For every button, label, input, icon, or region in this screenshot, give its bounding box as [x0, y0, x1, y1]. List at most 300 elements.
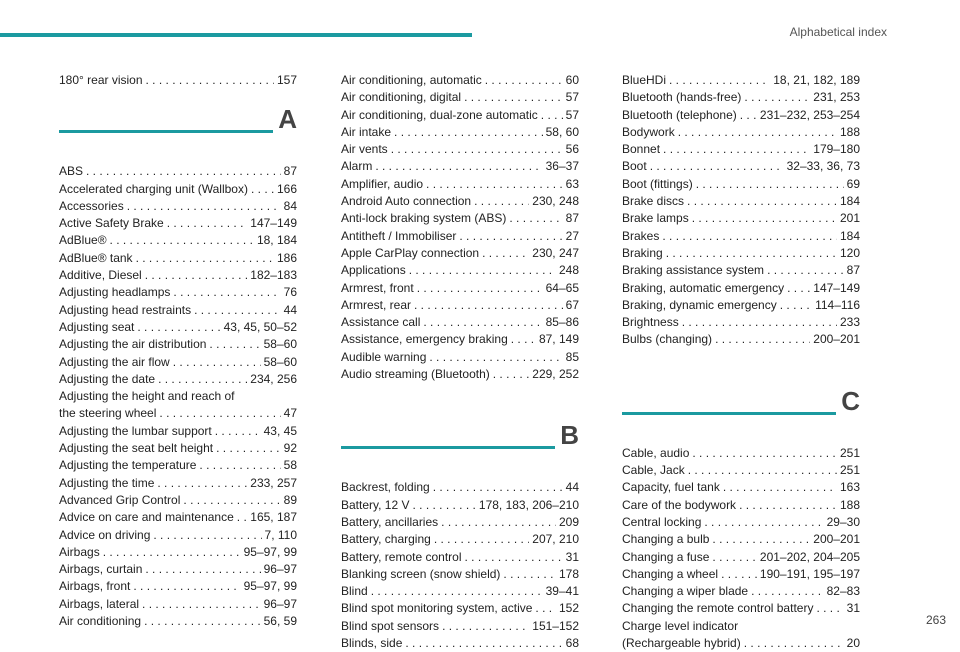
index-entry: [622, 497, 860, 514]
index-page-ref: 85–86: [545, 315, 579, 330]
dot-leader: [216, 440, 281, 457]
section-header-c: [622, 385, 860, 441]
index-entry: [59, 509, 297, 526]
index-term: Cable, Jack: [622, 463, 685, 478]
index-page-ref: 20: [846, 636, 860, 651]
index-term: Braking, automatic emergency: [622, 280, 785, 295]
index-term: Bluetooth (telephone): [622, 107, 737, 122]
dot-leader: [145, 561, 260, 578]
dot-leader: [503, 566, 556, 583]
index-page-ref: 248: [558, 263, 579, 278]
index-term: Armrest, rear: [341, 297, 412, 312]
section-divider: [341, 446, 555, 449]
index-entry: [59, 163, 297, 180]
index-term: Adjusting headlamps: [59, 285, 171, 300]
dot-leader: [650, 158, 784, 175]
index-term: Bluetooth (hands-free): [622, 90, 742, 105]
index-page-ref: 233: [839, 315, 860, 330]
index-page-ref: 36–37: [545, 159, 579, 174]
index-entry: [341, 331, 579, 348]
index-term: Brake discs: [622, 194, 685, 209]
index-entry: [622, 297, 860, 314]
index-entry-line1: Charge level indicator: [622, 618, 739, 633]
dot-leader: [183, 492, 280, 509]
index-entry: [622, 479, 860, 496]
dot-leader: [712, 549, 756, 566]
dot-leader: [375, 158, 542, 175]
dot-leader: [740, 107, 757, 124]
dot-leader: [215, 423, 261, 440]
index-term: Boot (fittings): [622, 176, 693, 191]
index-entry: [622, 176, 860, 193]
dot-leader: [194, 302, 281, 319]
index-term: Braking, dynamic emergency: [622, 297, 777, 312]
dot-leader: [767, 262, 844, 279]
index-entry: [622, 193, 860, 210]
index-entry: [341, 514, 579, 531]
index-term: Amplifier, audio: [341, 176, 424, 191]
page-header-title: Alphabetical index: [789, 25, 887, 39]
dot-leader: [371, 583, 543, 600]
section-divider: [622, 412, 836, 415]
index-entry: [622, 514, 860, 531]
index-entry: [59, 336, 297, 353]
dot-leader: [153, 527, 261, 544]
dot-leader: [414, 297, 563, 314]
dot-leader: [423, 314, 542, 331]
dot-leader: [146, 72, 274, 89]
index-term: Adjusting the seat belt height: [59, 441, 214, 456]
index-entry: [59, 354, 297, 371]
index-page-ref: 231–232, 253–254: [759, 107, 860, 122]
index-column-3: [622, 72, 860, 652]
dot-leader: [417, 280, 543, 297]
index-entry: [59, 613, 297, 630]
index-page-ref: 87, 149: [538, 332, 579, 347]
index-entry: [341, 158, 579, 175]
dot-leader: [137, 319, 220, 336]
dot-leader: [465, 549, 563, 566]
index-term: Additive, Diesel: [59, 268, 142, 283]
index-term: Assistance call: [341, 315, 421, 330]
index-page-ref: 151–152: [532, 618, 579, 633]
index-term: Anti-lock braking system (ABS): [341, 211, 507, 226]
index-entry: [59, 423, 297, 440]
dot-leader: [110, 232, 254, 249]
index-page-ref: 147–149: [250, 216, 297, 231]
index-entry: [59, 302, 297, 319]
index-term: Blind spot sensors: [341, 618, 440, 633]
index-entry: [341, 89, 579, 106]
index-page-ref: 147–149: [813, 280, 860, 295]
dot-leader: [464, 89, 563, 106]
index-page-ref: 186: [276, 250, 297, 265]
index-entry: [622, 566, 860, 583]
index-entry: [341, 72, 579, 89]
dot-leader: [167, 215, 248, 232]
index-term: Capacity, fuel tank: [622, 480, 720, 495]
index-page-ref: 43, 45: [263, 423, 297, 438]
index-entry: [622, 124, 860, 141]
index-page-ref: 87: [846, 263, 860, 278]
index-page-ref: 188: [839, 124, 860, 139]
index-term: Blanking screen (snow shield): [341, 566, 501, 581]
dot-leader: [493, 366, 530, 383]
page-number: 263: [925, 613, 946, 627]
index-page-ref: 96–97: [263, 596, 297, 611]
dot-leader: [712, 531, 810, 548]
index-entry: [59, 215, 297, 232]
dot-leader: [459, 228, 562, 245]
index-entry: [59, 371, 297, 388]
dot-leader: [412, 497, 475, 514]
index-entry: [622, 583, 860, 600]
dot-leader: [433, 479, 563, 496]
index-entry: [622, 280, 860, 297]
index-entry: [341, 600, 579, 617]
index-page-ref: 120: [839, 245, 860, 260]
dot-leader: [663, 141, 810, 158]
section-letter: B: [560, 420, 579, 451]
header-accent-bar: [0, 33, 472, 37]
index-page-ref: 184: [839, 228, 860, 243]
dot-leader: [678, 124, 837, 141]
index-page-ref: 201: [839, 211, 860, 226]
index-entry: [59, 527, 297, 544]
index-entry: [622, 635, 860, 652]
index-page-ref: 166: [276, 181, 297, 196]
index-page-ref: 47: [283, 406, 297, 421]
dot-leader: [704, 514, 823, 531]
index-page-ref: 157: [276, 73, 297, 87]
index-term: Air conditioning, digital: [341, 90, 462, 105]
index-page-ref: 251: [839, 445, 860, 460]
index-term: Apple CarPlay connection: [341, 245, 480, 260]
index-page-ref: 64–65: [545, 280, 579, 295]
index-entry: [341, 297, 579, 314]
index-entry: [341, 314, 579, 331]
index-page-ref: 184: [839, 194, 860, 209]
index-page-ref: 230, 248: [532, 194, 579, 209]
index-page-ref: 179–180: [813, 142, 860, 157]
index-page-ref: 207, 210: [532, 532, 579, 547]
index-term: Blind: [341, 584, 368, 599]
index-page-ref: 114–116: [815, 297, 860, 312]
index-entries-a: [59, 163, 297, 630]
index-term: Boot: [622, 159, 647, 174]
dot-leader: [441, 514, 556, 531]
dot-leader: [158, 371, 247, 388]
index-page-ref: 39–41: [545, 584, 579, 599]
dot-leader: [669, 72, 770, 89]
dot-leader: [744, 89, 810, 106]
index-term: Blinds, side: [341, 636, 403, 651]
index-page-ref: 234, 256: [250, 371, 297, 386]
index-entry: [622, 531, 860, 548]
index-term: Brakes: [622, 228, 660, 243]
index-page-ref: 92: [283, 441, 297, 456]
index-term: Audio streaming (Bluetooth): [341, 367, 490, 382]
dot-leader: [692, 445, 837, 462]
index-page-ref: 200–201: [813, 532, 860, 547]
index-term: the steering wheel: [59, 406, 157, 421]
index-page-ref: 178: [558, 566, 579, 581]
index-term: Airbags, curtain: [59, 562, 143, 577]
index-entry: [622, 89, 860, 106]
index-entry: [622, 141, 860, 158]
index-entry: [341, 141, 579, 158]
index-term: Air vents: [341, 142, 388, 157]
index-page-ref: 44: [565, 480, 579, 495]
index-term: Android Auto connection: [341, 194, 472, 209]
index-term: Braking: [622, 245, 663, 260]
dot-leader: [173, 354, 261, 371]
index-entry: [59, 181, 297, 198]
index-term: Adjusting the lumbar support: [59, 423, 212, 438]
index-term: Brake lamps: [622, 211, 689, 226]
index-entry: [622, 314, 860, 331]
index-term: Airbags, lateral: [59, 596, 140, 611]
index-page-ref: 85: [565, 349, 579, 364]
index-entry: [341, 566, 579, 583]
index-page-ref: 60: [565, 73, 579, 87]
dot-leader: [511, 331, 536, 348]
index-term: Bulbs (changing): [622, 332, 713, 347]
index-entry: [341, 479, 579, 496]
index-term: Adjusting the temperature: [59, 458, 197, 473]
index-page-ref: 58: [283, 458, 297, 473]
index-column-1: [59, 72, 297, 630]
index-entry: [341, 228, 579, 245]
index-entry: [341, 583, 579, 600]
index-page-ref: 58–60: [263, 337, 297, 352]
index-page-ref: 89: [283, 492, 297, 507]
dot-leader: [682, 314, 837, 331]
index-page-ref: 182–183: [250, 268, 297, 283]
section-header-b: [341, 419, 579, 475]
index-entry: [59, 457, 297, 474]
dot-leader: [535, 600, 556, 617]
index-term: Changing a wheel: [622, 566, 719, 581]
index-term: Bonnet: [622, 142, 661, 157]
index-page-ref: 7, 110: [264, 527, 297, 542]
dot-leader: [86, 163, 281, 180]
index-term: Airbags: [59, 544, 100, 559]
index-entry: [622, 228, 860, 245]
index-term: Adjusting the air distribution: [59, 337, 207, 352]
index-page-ref: 163: [839, 480, 860, 495]
index-term: Battery, charging: [341, 532, 431, 547]
index-term: Advice on care and maintenance: [59, 510, 234, 525]
index-entry: [341, 366, 579, 383]
index-page-ref: 178, 183, 206–210: [478, 497, 579, 512]
index-entries-top: [59, 72, 297, 89]
index-page-ref: 58, 60: [545, 124, 579, 139]
index-page-ref: 69: [846, 176, 860, 191]
index-entry: [341, 124, 579, 141]
index-term: ABS: [59, 164, 84, 179]
index-page-ref: 95–97, 99: [243, 544, 297, 559]
section-letter: C: [841, 385, 860, 416]
index-term: Air conditioning, automatic: [341, 73, 482, 87]
dot-leader: [482, 245, 529, 262]
index-term: Adjusting the air flow: [59, 354, 170, 369]
index-entry-line1: Adjusting the height and reach of: [59, 389, 235, 404]
index-entry: [59, 232, 297, 249]
index-page-ref: 231, 253: [813, 90, 860, 105]
index-term: Active Safety Brake: [59, 216, 164, 231]
index-page-ref: 190–191, 195–197: [759, 566, 860, 581]
index-term: Bodywork: [622, 124, 675, 139]
index-term: Changing a fuse: [622, 549, 710, 564]
dot-leader: [429, 349, 562, 366]
index-term: Alarm: [341, 159, 373, 174]
index-entry: [59, 72, 297, 89]
index-entry: [622, 600, 860, 617]
index-entry: [622, 245, 860, 262]
index-page-ref: 57: [565, 107, 579, 122]
index-entry: [341, 531, 579, 548]
index-page-ref: 200–201: [813, 332, 860, 347]
index-page-ref: 32–33, 36, 73: [786, 159, 860, 174]
index-entry: [341, 497, 579, 514]
index-term: Adjusting the date: [59, 371, 156, 386]
index-entry: [59, 544, 297, 561]
index-column-2: [341, 72, 579, 652]
index-entry: [622, 262, 860, 279]
index-term: Changing the remote control battery: [622, 601, 814, 616]
index-page-ref: 95–97, 99: [243, 579, 297, 594]
dot-leader: [509, 210, 562, 227]
index-entry: [59, 267, 297, 284]
index-term: Brightness: [622, 315, 679, 330]
dot-leader: [715, 331, 810, 348]
index-page-ref: 56, 59: [263, 614, 297, 629]
dot-leader: [251, 181, 274, 198]
dot-leader: [485, 72, 563, 89]
index-entry: [59, 561, 297, 578]
dot-leader: [127, 198, 281, 215]
index-term: Care of the bodywork: [622, 497, 737, 512]
index-entries-a-cont: [341, 72, 579, 383]
index-entry: [341, 210, 579, 227]
index-entry: [59, 198, 297, 215]
dot-leader: [133, 578, 240, 595]
index-page-ref: 209: [558, 514, 579, 529]
index-page-ref: 18, 21, 182, 189: [773, 73, 860, 87]
index-term: Backrest, folding: [341, 480, 430, 495]
index-term: Battery, ancillaries: [341, 514, 439, 529]
index-entry: [59, 440, 297, 457]
index-page-ref: 165, 187: [250, 510, 297, 525]
dot-leader: [157, 475, 247, 492]
index-page-ref: 230, 247: [532, 245, 579, 260]
index-term: 180° rear vision: [59, 73, 143, 87]
dot-leader: [209, 336, 260, 353]
dot-leader: [394, 124, 543, 141]
dot-leader: [426, 176, 563, 193]
index-page-ref: 201–202, 204–205: [759, 549, 860, 564]
index-term: Audible warning: [341, 349, 427, 364]
index-page-ref: 188: [839, 497, 860, 512]
dot-leader: [145, 267, 248, 284]
dot-leader: [751, 583, 824, 600]
index-page-ref: 18, 184: [256, 233, 297, 248]
index-entry: [622, 107, 860, 124]
index-entries-c: [622, 445, 860, 652]
dot-leader: [666, 245, 837, 262]
index-entry: [59, 475, 297, 492]
index-term: (Rechargeable hybrid): [622, 636, 741, 651]
index-entry: [622, 331, 860, 348]
index-term: Air conditioning, dual-zone automatic: [341, 107, 538, 122]
dot-leader: [687, 193, 837, 210]
index-term: Changing a bulb: [622, 532, 710, 547]
dot-leader: [723, 479, 837, 496]
dot-leader: [541, 107, 563, 124]
index-entry: [622, 462, 860, 479]
index-page-ref: 57: [565, 90, 579, 105]
index-term: Accelerated charging unit (Wallbox): [59, 181, 248, 196]
dot-leader: [721, 566, 757, 583]
index-term: Advice on driving: [59, 527, 151, 542]
index-term: Blind spot monitoring system, active: [341, 601, 533, 616]
index-entry: [341, 635, 579, 652]
index-entries-b-cont: [622, 72, 860, 349]
index-page-ref: 229, 252: [532, 367, 579, 382]
dot-leader: [739, 497, 837, 514]
index-entry: [622, 210, 860, 227]
index-term: Braking assistance system: [622, 263, 765, 278]
index-page-ref: 96–97: [263, 562, 297, 577]
dot-leader: [409, 262, 556, 279]
index-entry: [341, 176, 579, 193]
index-entry: [59, 492, 297, 509]
index-entry: [59, 578, 297, 595]
index-page-ref: 84: [283, 198, 297, 213]
dot-leader: [434, 531, 529, 548]
index-term: Battery, remote control: [341, 549, 462, 564]
index-entry: [59, 250, 297, 267]
dot-leader: [692, 210, 837, 227]
index-term: Changing a wiper blade: [622, 584, 749, 599]
index-page-ref: 29–30: [826, 514, 860, 529]
index-entry: [341, 193, 579, 210]
index-term: Applications: [341, 263, 406, 278]
index-term: Cable, audio: [622, 445, 690, 460]
section-divider: [59, 130, 273, 133]
index-page-ref: 63: [565, 176, 579, 191]
index-entry: [341, 349, 579, 366]
index-page-ref: 76: [283, 285, 297, 300]
dot-leader: [103, 544, 241, 561]
index-entries-b: [341, 479, 579, 652]
index-entry: [341, 280, 579, 297]
dot-leader: [173, 284, 280, 301]
index-page-ref: 31: [846, 601, 860, 616]
dot-leader: [405, 635, 562, 652]
index-entry: [59, 319, 297, 336]
dot-leader: [696, 176, 844, 193]
index-entry: [622, 445, 860, 462]
index-term: Adjusting the time: [59, 475, 155, 490]
index-entry: [341, 618, 579, 635]
dot-leader: [237, 509, 248, 526]
index-page-ref: 56: [565, 142, 579, 157]
index-term: Adjusting head restraints: [59, 302, 192, 317]
dot-leader: [199, 457, 280, 474]
index-page-ref: 251: [839, 463, 860, 478]
